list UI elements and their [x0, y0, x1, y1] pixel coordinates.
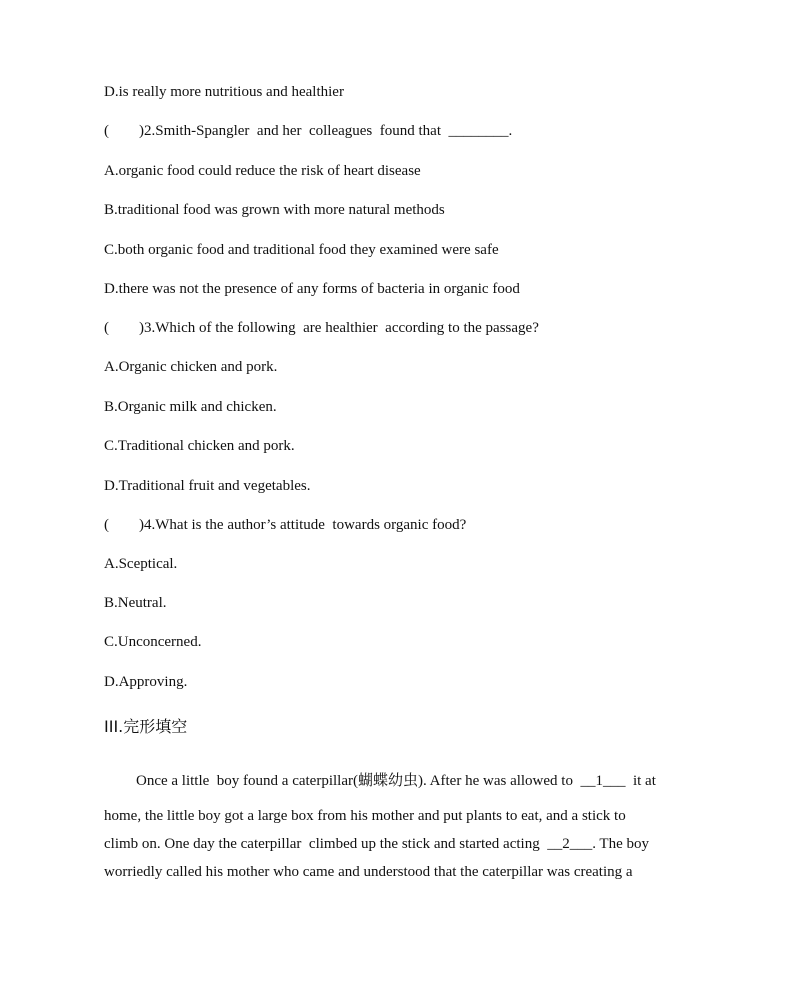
question2-option-c: C.both organic food and traditional food they examined were safe	[104, 242, 499, 258]
question3-option-b: B.Organic milk and chicken.	[104, 399, 277, 415]
question2-option-b: B.traditional food was grown with more natural methods	[104, 202, 445, 218]
question4-option-d: D.Approving.	[104, 674, 188, 690]
cloze-line-2: home, the little boy got a large box from his mother and put plants to eat, and a stick to	[104, 808, 626, 824]
cloze-text: ). After he was allowed to	[418, 773, 581, 789]
section-heading: III.完形填空	[104, 717, 188, 736]
question1-option-d: D.is really more nutritious and healthier	[104, 84, 344, 100]
cloze-blank-1: __1___	[580, 773, 626, 789]
cloze-line-4: worriedly called his mother who came and understood that the caterpillar was creating a	[104, 864, 633, 880]
answer-bracket: ( )4.	[104, 517, 156, 533]
cloze-text: it at	[625, 773, 656, 789]
question3-option-c: C.Traditional chicken and pork.	[104, 438, 295, 454]
question4-option-c: C.Unconcerned.	[104, 634, 202, 650]
question4-stem	[104, 515, 466, 535]
question-text: Smith-Spangler and her colleagues found that ________.	[155, 123, 513, 139]
question-text: What is the author’s attitude towards organic food?	[155, 517, 467, 533]
question3-stem	[104, 318, 539, 338]
question2-option-a: A.organic food could reduce the risk of heart disease	[104, 163, 421, 179]
cloze-text: . The boy	[592, 836, 650, 852]
answer-bracket: ( )3.	[104, 320, 156, 336]
cloze-line-3	[104, 834, 690, 854]
cloze-chinese-gloss: 蝴蝶幼虫	[358, 771, 419, 789]
question3-option-a: A.Organic chicken and pork.	[104, 359, 278, 375]
question4-option-a: A.Sceptical.	[104, 556, 178, 572]
cloze-blank-2: __2___	[547, 836, 593, 852]
cloze-text: climb on. One day the caterpillar climbed up the stick and started acting	[104, 836, 548, 852]
question2-stem	[104, 121, 512, 141]
cloze-line-1	[104, 770, 690, 791]
question-text: Which of the following are healthier according to the passage?	[155, 320, 539, 336]
question3-option-d: D.Traditional fruit and vegetables.	[104, 478, 311, 494]
answer-bracket: ( )2.	[104, 123, 156, 139]
cloze-text: Once a little boy found a caterpillar(	[136, 773, 358, 789]
question4-option-b: B.Neutral.	[104, 595, 167, 611]
question2-option-d: D.there was not the presence of any forms of bacteria in organic food	[104, 281, 520, 297]
